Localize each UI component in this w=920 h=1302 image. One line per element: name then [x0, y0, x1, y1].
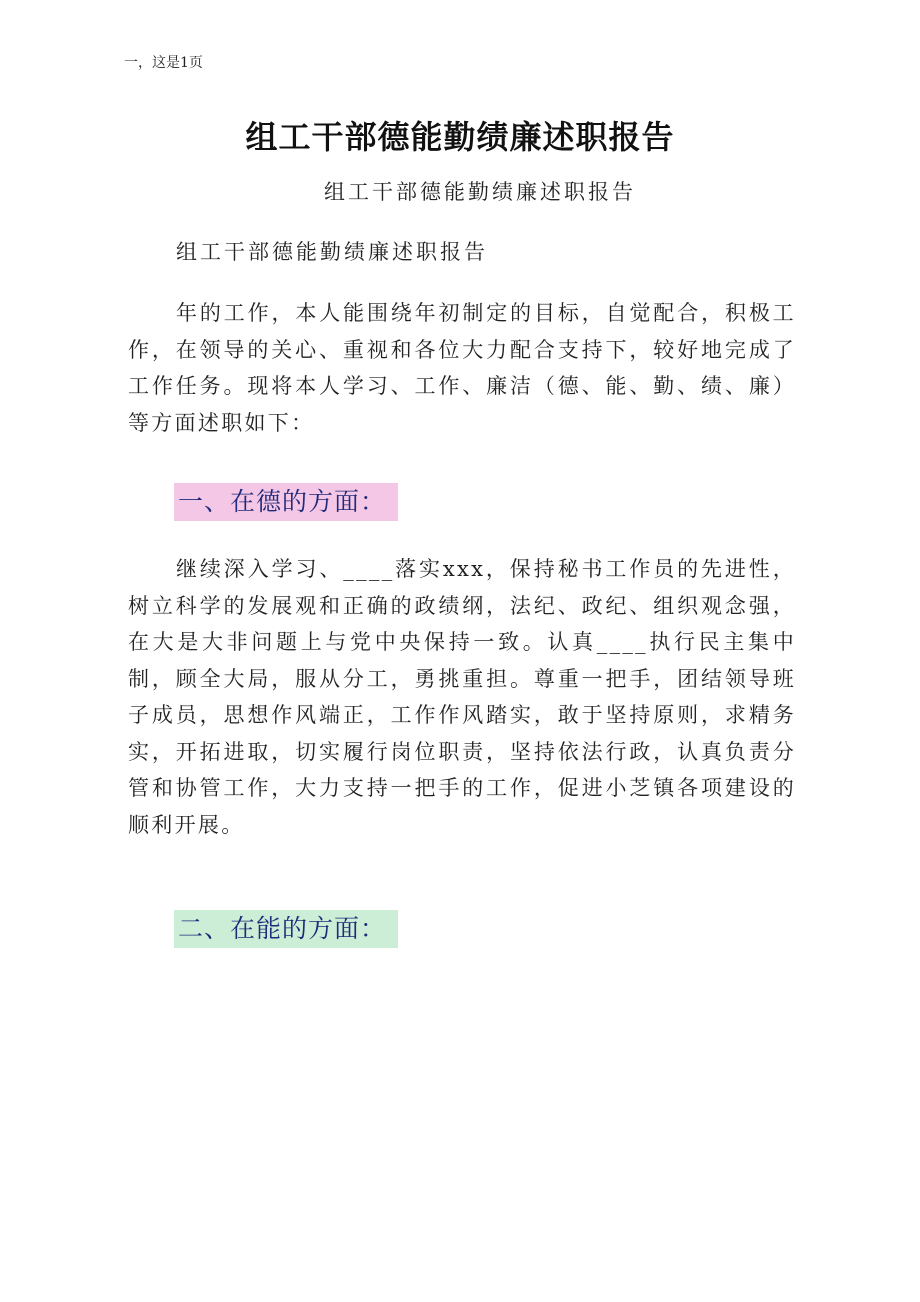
- page-header-note: 一，这是1页: [124, 55, 203, 71]
- main-title: 组工干部德能勤绩廉述职报告: [245, 118, 675, 156]
- section-heading-ability: 二、在能的方面：: [174, 910, 398, 948]
- subtitle: 组工干部德能勤绩廉述职报告: [324, 180, 636, 204]
- section-paragraph-virtue: 继续深入学习、____落实xxx，保持秘书工作员的先进性，树立科学的发展观和正确的政绩纲，法纪、政纪、组织观念强，在大是大非问题上与党中央保持一致。认真____执行民主集中制，顾全大局，服从分工，勇挑重担。尊重一把手，团结领导班子成员，思想作风端正，工作作风踏实，敢于坚持原则，求精务实，开拓进取，切实履行岗位职责，坚持依法行政，认真负责分管和协管工作，大力支持一把手的工作，促进小芝镇各项建设的顺利开展。: [128, 557, 796, 837]
- section-heading-virtue: 一、在德的方面：: [174, 483, 398, 521]
- intro-paragraph: 年的工作，本人能围绕年初制定的目标，自觉配合，积极工作，在领导的关心、重视和各位大力配合支持下，较好地完成了工作任务。现将本人学习、工作、廉洁（德、能、勤、绩、廉）等方面述职如下：: [128, 301, 796, 435]
- intro-title: 组工干部德能勤绩廉述职报告: [176, 240, 488, 264]
